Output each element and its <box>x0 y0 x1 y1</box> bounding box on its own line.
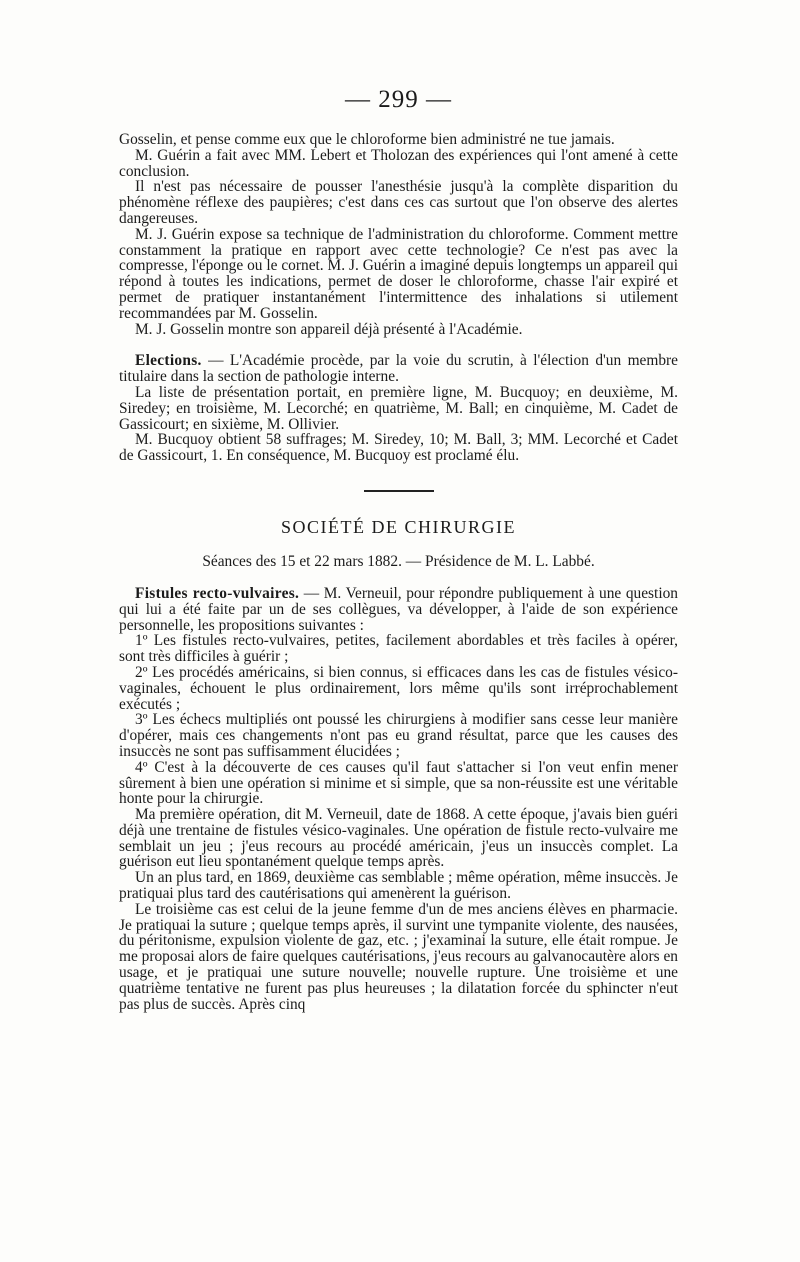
paragraph: M. J. Gosselin montre son appareil déjà présenté à l'Académie. <box>135 320 523 338</box>
case-paragraph: Ma première opération, dit M. Verneuil, date de 1868. A cette époque, j'avais bien guéri déjà une trentaine de fistules vésico-vaginales. Une opération de fistule recto-vulvaire me semblait un jeu ; j'eus recours au procédé américain, j'eus un insuccès complet. La guérison eut lieu spontanément quelque temps après. <box>119 806 678 871</box>
proposition: 1º Les fistules recto-vulvaires, petites, facilement abordables et très faciles à opérer, sont très difficiles à guérir ; <box>119 632 678 666</box>
fistules-section <box>119 586 678 1013</box>
proposition: 2º Les procédés américains, si bien connus, si efficaces dans les cas de fistules vésico-vaginales, échouent le plus ordinairement, lors même qu'ils sont irréprochablement exécutés ; <box>119 663 678 713</box>
elections-text: — L'Académie procède, par la voie du scrutin, à l'élection d'un membre titulaire dans la section de pathologie interne. <box>119 352 678 386</box>
paragraph: M. J. Guérin expose sa technique de l'administration du chloroforme. Comment mettre constamment la pratique en rapport avec cette technologie? Ce n'est pas avec la compresse, l'éponge ou le cornet. M. J. Guérin a imaginé depuis longtemps un appareil qui répond à toutes les indications, permet de doser le chloroforme, chasse l'air expiré et permet de pratiquer instantanément l'intermittence des inhalations si utilement recommandées par M. Gosselin. <box>119 225 678 322</box>
paragraph: M. Guérin a fait avec MM. Lebert et Tholozan des expériences qui l'ont amené à cette conclusion. <box>119 146 678 180</box>
elections-heading: Elections. <box>135 352 202 370</box>
paragraph: Gosselin, et pense comme eux que le chloroforme bien administré ne tue jamais. <box>119 131 615 148</box>
fistules-intro: — M. Verneuil, pour répondre publiquement à une question qui lui a été faite par un de ses collègues, va développer, à l'aide de son expérience personnelle, les propositions suivantes : <box>119 584 678 634</box>
proposition: 3º Les échecs multipliés ont poussé les chirurgiens à modifier sans cesse leur manière d'opérer, mais ces changements n'ont pas eu grand résultat, parce que les causes des insuccès ne sont pas suffisamment élucidées ; <box>119 711 678 760</box>
society-title: SOCIÉTÉ DE CHIRURGIE <box>281 516 516 537</box>
top-section <box>119 132 678 337</box>
session-line: Séances des 15 et 22 mars 1882. — Présidence de M. L. Labbé. <box>202 552 595 570</box>
section-divider <box>364 490 434 492</box>
elections-list: La liste de présentation portait, en première ligne, M. Bucquoy; en deuxième, M. Siredey; en troisième, M. Lecorché; en quatrième, M. Ball; en cinquième, M. Cadet de Gassicourt; en sixième, M. Ollivier. <box>119 383 678 433</box>
page-number: — 299 — <box>345 86 452 113</box>
fistules-heading: Fistules recto-vulvaires. <box>135 584 300 602</box>
case-paragraph: Le troisième cas est celui de la jeune femme d'un de mes anciens élèves en pharmacie. Je pratiquai la suture ; quelque temps après, il survint une tympanite violente, des nausées, du péritonisme, expulsion violente de gaz, etc. ; j'examinai la suture, elle était rompue. Je me proposai alors de faire quelques cautérisations, j'eus recours au galvanocautère alors en usage, et je pratiquai une suture nouvelle; nouvelle rupture. Une troisième et une quatrième tentative ne furent pas plus heureuses ; la dilatation forcée du sphincter n'eut pas plus de succès. Après cinq <box>119 900 678 1013</box>
fistules-paragraph <box>119 586 678 633</box>
elections-paragraph <box>119 353 678 385</box>
case-paragraph: Un an plus tard, en 1869, deuxième cas semblable ; même opération, même insuccès. Je pratiquai plus tard des cautérisations qui amenèrent la guérison. <box>119 869 678 903</box>
elections-section <box>119 353 678 464</box>
paragraph: Il n'est pas nécessaire de pousser l'anesthésie jusqu'à la complète disparition du phénomène réflexe des paupières; c'est dans ces cas surtout que l'on observe des alertes dangereuses. <box>119 178 678 227</box>
proposition: 4º C'est à la découverte de ces causes qu'il faut s'attacher si l'on veut enfin mener sûrement à bien une opération si minime et si simple, que sa non-réussite est une véritable honte pour la chirurgie. <box>119 758 678 808</box>
elections-result: M. Bucquoy obtient 58 suffrages; M. Siredey, 10; M. Ball, 3; MM. Lecorché et Cadet de Gassicourt, 1. En conséquence, M. Bucquoy est proclamé élu. <box>119 431 678 465</box>
